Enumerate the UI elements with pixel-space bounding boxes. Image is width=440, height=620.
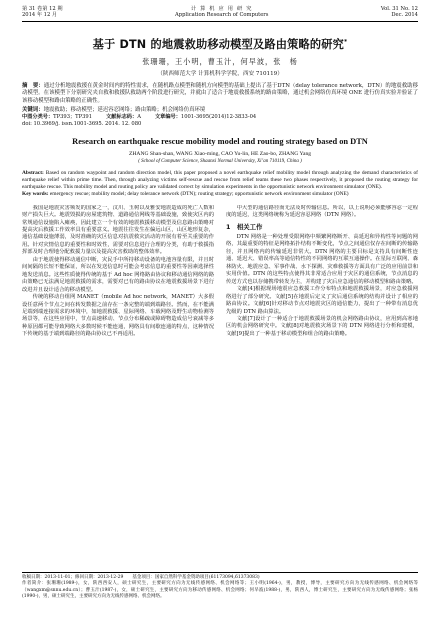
footnote-received: 收稿日期：2013-11-01；修回日期：2013-12-29 基金项目：国家自然科学基金资助项目(61173094,61373083) (22, 575, 260, 580)
article-label: 文章编号： (154, 114, 181, 120)
header-right (381, 6, 418, 19)
header-date-en: Dec. 2014 (391, 12, 418, 19)
english-title: Research on earthquake rescue mobility model and routing strategy based on DTN (72, 137, 368, 146)
footnote (22, 572, 418, 600)
clc-value: TP393；TP391 (53, 114, 93, 120)
doc-label: 文献标志码： (106, 114, 138, 120)
body-paragraph: 我国是地震灾害频发的国家之一，汶川、玉树以及雅安地震造成的死亡人数和财产损失巨大。地震毁损的房屋建筑物、道路通信网线等基础设施，致使灾区内的常规通信设施陷入瘫痪，因此建立一个有效的地震救援移动模型及信息路由策略对提高灾后救援工作效率具有重要意义。地震往往发生在偏远山区，山区地形复杂，通信基础设施薄弱，及时准确的灾区信息对抗震救灾活动的开展有着至关重要的作用。针对灾情信息的重要性和时效性，需要对信息进行合理的分类，有助于救援指挥部及时合理地分配救援力量以及提高灾害救助的整体效率。 (22, 204, 214, 256)
keywords-en (22, 191, 418, 198)
abstract-label: 摘 要： (22, 82, 44, 89)
abstract-text: 通过分析地震救援在黄金时间内的特性需求，在随机路点模型和随机方向模型的基础上提出了基于DTN（delay tolerance network，DTN）的地震救助移动模型。在该模型下分别研究夹自救和救援队救助两个阶段进行研究，并就由了适合于地震救援系统的路由策略，通过机会网络仿真环境 ONE 进行仿真实验并验证了该移动模型和路由策略的正确性。 (22, 82, 418, 104)
abstract-cn (22, 83, 418, 106)
header-date: 2014 年 12 月 (22, 12, 58, 19)
journal-name-cn: 计 算 机 应 用 研 究 (190, 6, 253, 12)
doc-code (106, 114, 141, 121)
doc-value: A (137, 114, 141, 120)
author-list: 张珊珊，王小明，曹玉汁，何早波，张 杨 (142, 56, 298, 66)
body-column-right (226, 205, 418, 339)
body-paragraph: DTN 网络是一种处理受限网络中频繁网络断开、高延迟和异构性等问题的网络，其最重要的特征是网络拓扑结构不断变化，节点之间通信仅存在间断的传输路径，并且网络内的传输延迟非常大。DTN 网络的主要目标是支持具有间断性连通、延迟大、错误率高等通信特性的不同网络的互联互通操作。在星际互联网、森林防火、地震应急、军事作战、水下探测、灾难救援等方面具有广泛的应用前景和实用价值。DTN 的这些特点使得其非常适合应用于灾区的通信系统，节点消息的传送方式也以存储携带转发为主，并构建了灾后应急通信的移动模型和路由策略。 (226, 233, 418, 285)
header-volume: 第 31 卷第 12 期 (22, 6, 63, 12)
body-paragraph: 由于地震使得移动通信中断，灾民手中所持移动设备的电池容量有限，并且时间间隔的长短不能保证，所以在发送信息时可能会考虑信息的重要性等因素选择性地发送消息。这些性质使得传统的基于 Ad hoc 网络路由协议和移动通信网络的路由策略已无法满足地震救援的需求，需要对已有的路由协议在地震救援场景下进行改进并且设计适合的移动模型。 (22, 256, 214, 293)
keywords-en-text: emergency rescue; mobility model; delay tolerance network (DTN); routing strategy; opportunistic network environment simulator (ONE) (49, 190, 349, 197)
clc-label: 中图分类号： (22, 114, 54, 120)
paper-title-text: 基于 DTN 的地震救助移动模型及路由策略的研究 (92, 37, 345, 51)
keywords-label: 关键词： (22, 106, 44, 113)
header-left (22, 6, 63, 19)
body-paragraph: 文献[4]根据现场地震应急救援工作分布特点和地震救援场景，对应急救援网络进行了部分研究。文献[5]在地震后定义了灾后通信系统的结构并设计了相应的路由协议。文献[6]针对移动节点对地震灾区的通信能力，提出了一种带有消息优先级的 DTN 路由算法。 (226, 286, 418, 315)
affiliation: （陕西师范大学 计算机科学学院，西安 710119） (157, 70, 283, 77)
abstract-en (22, 170, 418, 191)
article-value: 1001-3695(2014)12-3833-04 (180, 114, 257, 120)
running-header (22, 6, 418, 19)
header-rule (22, 21, 418, 22)
article-number (155, 114, 256, 121)
doi: doi: 10.3969/j. issn.1001-3695. 2014. 12. 080 (22, 121, 142, 127)
paper-title (22, 36, 418, 52)
body-column-left (22, 205, 214, 339)
header-center (175, 6, 268, 19)
clc-code (22, 114, 92, 121)
keywords-en-label: Key words: (22, 190, 49, 197)
body-paragraph: 文献[7]设计了一种适合于地震救援场景的机会网络路由协议，应用到高寒地区的机会网络研究中。文献[8]对地震救灾场景下的 DTN 网络进行分析和建模，文献[9]提出了一种基于移动模型和组合的路由策略。 (226, 315, 418, 337)
body-paragraph: 传统的移动自组网 MANET（mobile Ad hoc network，MANET）大多假设任意两个节点之间在转发数据之前存在一条完整的端到端路径。然而，在不能满足端到端连接需求的环境中，如地震救援、星际网络、车载网络及野生动物检测等场景等，在这些应用中，节点高速移动、节点分布稀疏或障碍物造成信号衰减等多种原因都可能导致网络大多数时候不能连通，网络具有间歇连通的特点，这种情况下传统的基于端到端路径的路由协议已不再适用。 (22, 294, 214, 338)
header-volume-en: Vol. 31 No. 12 (380, 6, 418, 12)
footnote-bio: 作者简介：张珊珊(1989-)，女，陕西西安人，硕士研究生，主要研究方向为无线传感网络、机会网络等；王小明(1964-)，男，教授，博导，主要研究方向为无线传感网络、机会网络等（wangxm@snnu.edu.cn）；曹玉汁(1987-)，女，硕士研究生，主要研究方向为移动传感网络、机会网络；何早波(1988-)，男，陕西人，博士研究生，主要研究方向为无线传感网络；张杨(1990-)，男，硕士研究生，主要研究方向为无线传感网络、机会网络。 (22, 581, 418, 599)
english-authors: ZHANG Shan-shan, WANG Xiao-ming, CAO Yu-lin, HE Zao-bo, ZHANG Yang (128, 151, 312, 157)
english-affiliation: ( School of Computer Science, Shaanxi Normal University, Xi’an 710119, China ) (138, 159, 302, 164)
body-paragraph: 中大型的通信路径而无法及时传输信息。所以，以上说明必须能够容忍一定程度的延迟，这类网络统称为延迟容忍网络（DTN 网络）。 (226, 204, 418, 219)
abstract-en-text: Based on random waypoint and random direction model, this paper proposed a novel earthquake relief mobility model through analyzing the demand characteristics of earthquake relief within prime time. Then, through analyzing victims self-rescue and rescue from relief teams these two phases respectively, it proposed the routing strategy for earthquake rescue. This mobility model and routing policy are validated correct by simulation experiments in the opportunistic network environment simulator (ONE). (22, 170, 418, 190)
abstract-en-label: Abstract: (22, 170, 44, 176)
journal-name-en: Application Research of Computers (175, 12, 269, 19)
body-columns (22, 205, 418, 339)
classification-line (22, 114, 418, 121)
keywords-text: 地震救助；移动模型；延迟容忍网络；路由策略；机会网络仿真环境 (43, 106, 206, 113)
section-heading: 1 相关工作 (226, 222, 263, 231)
keywords-cn (22, 107, 418, 114)
funding-mark: * (344, 38, 348, 46)
